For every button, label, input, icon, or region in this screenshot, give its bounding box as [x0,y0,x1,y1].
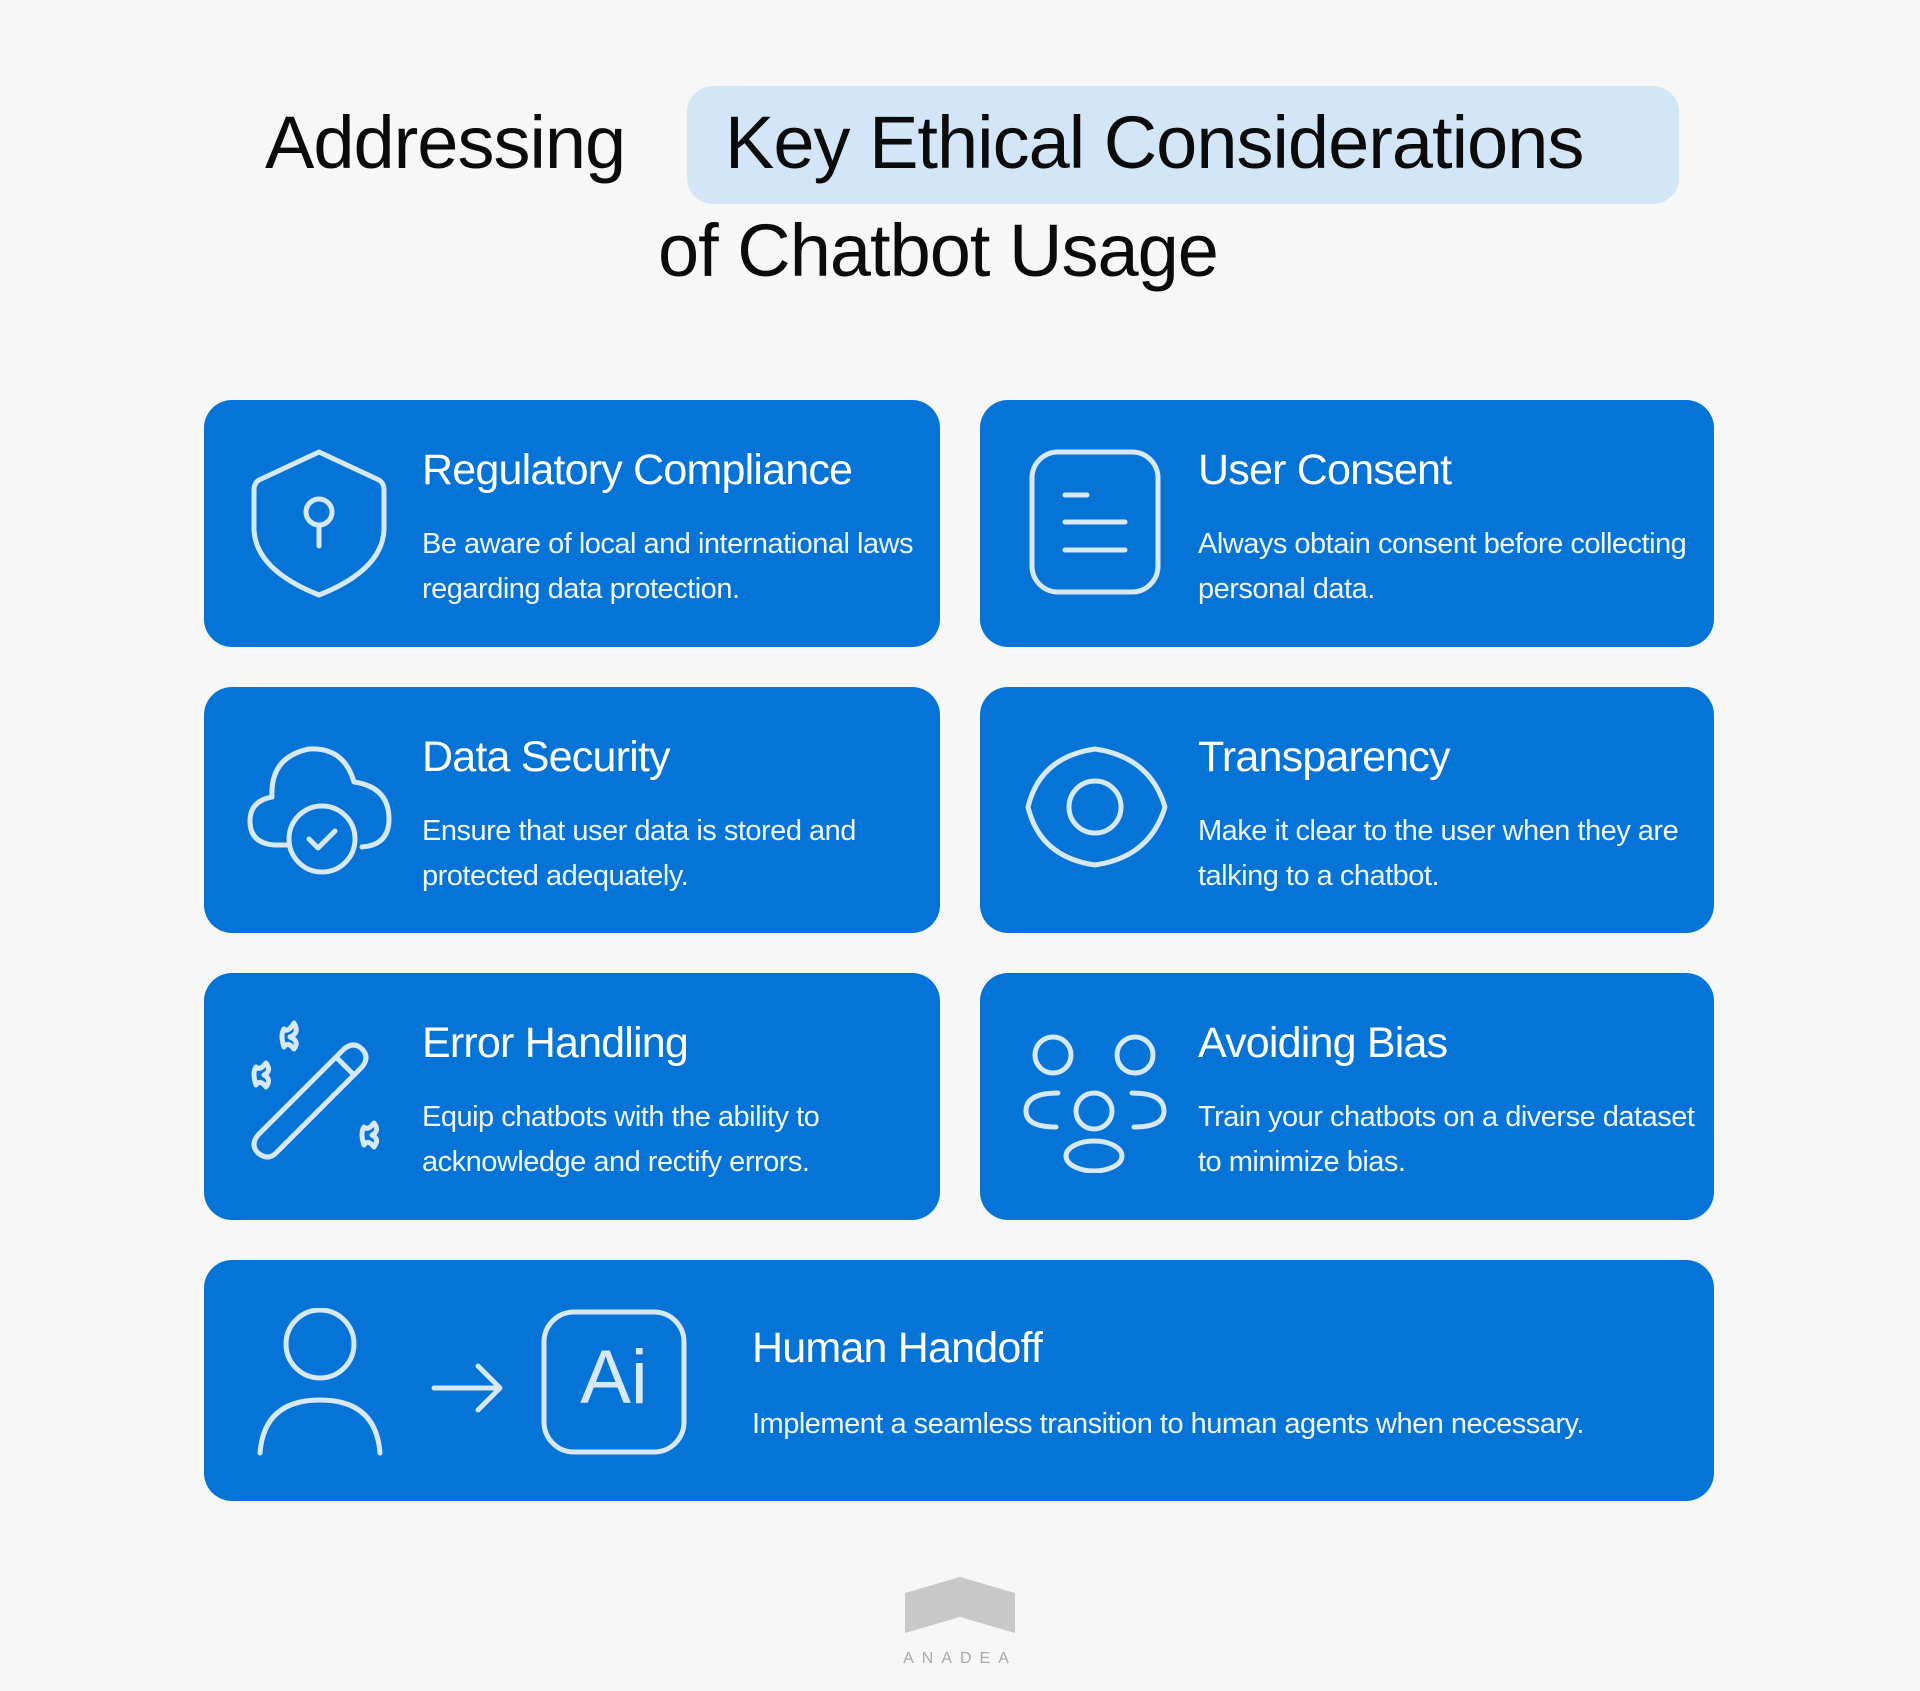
card-error-handling [204,973,940,1220]
card-title: Avoiding Bias [1198,1019,1448,1067]
card-title: Regulatory Compliance [422,446,853,494]
card-title: User Consent [1198,446,1452,494]
card-text: Always obtain consent before collecting personal data. [1198,528,1687,605]
card-title: Error Handling [422,1019,689,1067]
title-part1: Addressing [265,101,626,184]
card-human-handoff [204,1260,1714,1501]
person-to-ai-icon [254,1308,694,1458]
card-text: Implement a seamless transition to human agents when necessary. [752,1408,1584,1440]
magic-wand-icon [244,1013,394,1173]
eye-icon [1020,727,1170,887]
title-part2: of Chatbot Usage [658,209,1218,292]
card-avoiding-bias [980,973,1714,1220]
card-text: Ensure that user data is stored and protected adequately. [422,815,856,892]
card-title: Data Security [422,733,670,781]
anadea-logo [905,1577,1015,1633]
group-icon [1020,1013,1170,1173]
document-icon [1020,440,1170,600]
title-highlight-text: Key Ethical Considerations [725,101,1584,184]
ai-label: Ai [580,1335,648,1420]
card-user-consent [980,400,1714,647]
card-data-security [204,687,940,933]
card-title: Transparency [1198,733,1450,781]
card-text: Equip chatbots with the ability to acknowledge and rectify errors. [422,1101,820,1178]
card-title: Human Handoff [752,1324,1042,1372]
cloud-check-icon [244,727,394,887]
card-text: Make it clear to the user when they are talking to a chatbot. [1198,815,1679,892]
card-text: Be aware of local and international laws regarding data protection. [422,528,914,605]
logo-text: ANADEA [903,1650,1017,1667]
card-transparency [980,687,1714,933]
card-regulatory-compliance [204,400,940,647]
card-text: Train your chatbots on a diverse dataset to minimize bias. [1198,1101,1695,1178]
shield-keyhole-icon [244,440,394,600]
